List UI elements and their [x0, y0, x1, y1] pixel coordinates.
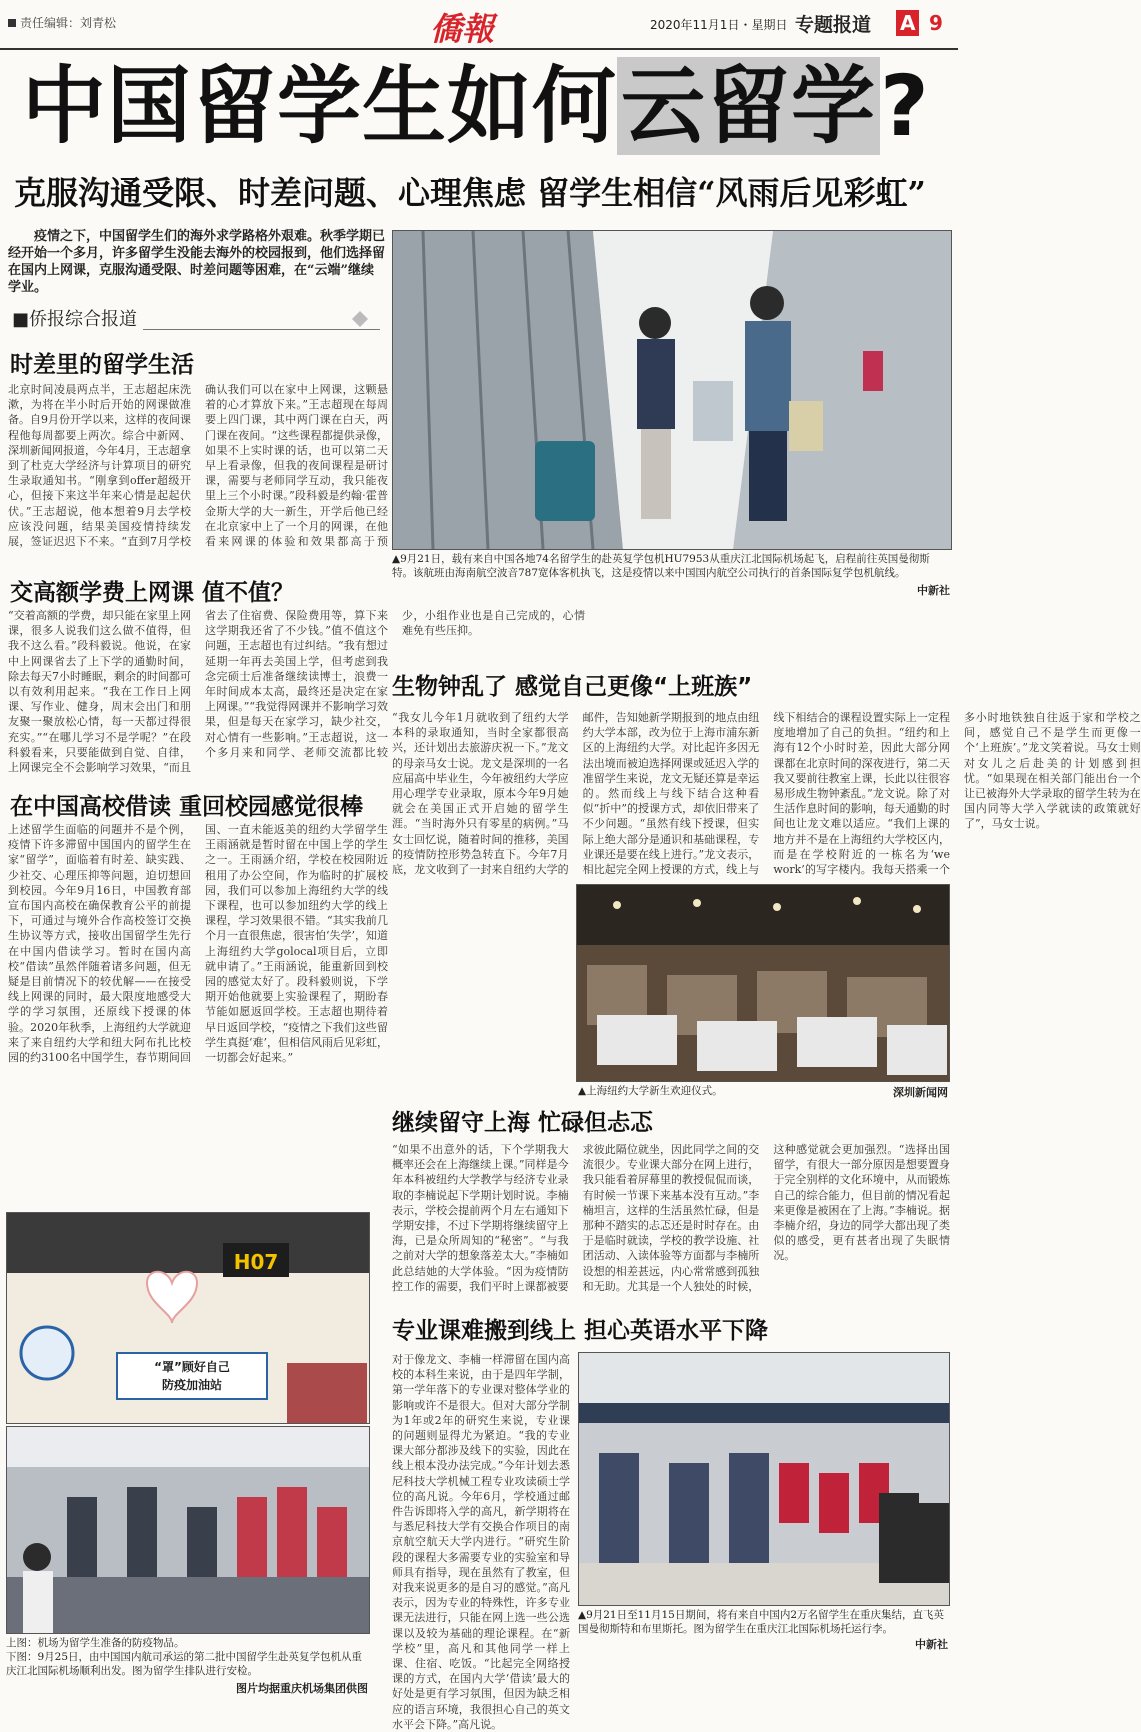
main-headline — [22, 58, 930, 154]
photo-caption-checkin: ▲9月21日至11月15日期间，将有来自中国内2万名留学生在重庆集结，直飞英国曼彻斯特和布里斯托。图为留学生在重庆江北国际机场托运行李。 — [578, 1609, 945, 1635]
byline-text: ■侨报综合报道 — [12, 309, 143, 330]
photo-caption-welcome: ▲上海纽约大学新生欢迎仪式。 — [578, 1085, 723, 1097]
epidemic-station-image — [7, 1213, 369, 1423]
headline-highlight: 云留学 — [617, 57, 880, 155]
headline-question-mark: ? — [880, 57, 930, 155]
welcome-ceremony-image — [577, 885, 949, 1081]
section-body-tuition: “交着高额的学费，却只能在家里上网课，很多人说我们这么做不值得，但我不这么看。”段科毅说。他说，在家中上网课省去了上下学的通勤时间，除去每天7小时睡眠，剩余的时间都可以有效利用起来。“我在工作日上网课、写作业、健身，周末会出门和朋友聚一聚放松心情，每一天都过得很充实。”“在哪儿学习不是学呢？”在段科毅看来，只要能做到自觉、自律，上网课完全不会影响学习效果，“而且省去了住宿费、保险费用等，算下来这学期我还省了不少钱。”值不值这个问题，王志超也有过纠结。“我有想过延期一年再去美国上学，但考虑到我念完硕士后准备继续读博士，浪费一年时间成本太高，最终还是决定在家上网课。”“我觉得网课并不影响学习效果，但是每天在家学习，缺少社交，对心情有一些影响。”王志超说，这一个多月来和同学、老师交流都比较少，小组作业也是自己完成的，心情难免有些压抑。 — [8, 609, 585, 775]
checkin-image — [579, 1353, 949, 1605]
section-body-stay-shanghai: “如果不出意外的话，下个学期我大概率还会在上海继续上课。”同样是今年本科被纽约大学教学与经济专业录取的李楠说起下学期计划时说。李楠表示，学校会提前两个月左右通知下学期安排，不过下学期将继续留守上海，已是众所周知的“秘密”。“与我之前对大学的想象落差太大。”李楠如此总结她的大学体验。“因为疫情防控工作的需要，我们平时上课都被要求彼此隔位就坐，因此同学之间的交流很少。专业课大部分在网上进行，我只能看着屏幕里的教授侃侃而谈，有时候一节课下来基本没有互动。”李楠坦言，这样的生活虽然忙碌，但是那种不踏实的忐忑还是时时存在。由于是临时就读，学校的教学设施、社团活动、入读体验等方面都与李楠所设想的相差甚远，内心常常感到孤独和无助。尤其是一个人独处的时候，这种感觉就会更加强烈。“选择出国留学，有很大一部分原因是想要置身于完全别样的文化环境中，从而锻炼自己的综合能力，但目前的情况看起来更像是被困在了上海。”李楠说。据李楠介绍，身边的同学大都出现了类似的感受，更有甚者出现了失眠情况。 — [392, 1143, 950, 1293]
page-letter: A — [896, 10, 919, 36]
section-title-time-difference: 时差里的留学生活 — [10, 352, 194, 378]
photo-credit-welcome: 深圳新闻网 — [893, 1086, 948, 1099]
photo-credit-corridor: 中新社 — [917, 584, 950, 597]
page-number: 9 — [929, 11, 943, 35]
section-body-english-worry: 对于像龙文、李楠一样滞留在国内高校的本科生来说，由于是四年学制，第一学年落下的专业课对整体学业的影响或许不是很大。但对大部分学制为1年或2年的研究生来说，专业课的问题则显得尤为紧迫。“我的专业课大部分都涉及线下的实验，因此在线上根本没办法完成。”今年计划去悉尼科技大学机械工程专业攻读硕士学位的高凡说。今年6月，学校通过邮件告诉即将入学的高凡，新学期将在与悉尼科技大学有交换合作项目的南京航空航天大学内进行。“研究生阶段的课程大多需要专业的实验室和导师具有指导，现在虽然有了教室，但对我来说更多的是自习的感觉。”高凡表示，因为专业的特殊性，许多专业课无法进行，只能在网上选一些公选课以及较为基础的理论课程。在“新学校”里，高凡和其他同学一样上课、住宿、吃饭。“比起完全网络授课的方式，在国内大学‘借读’最大的好处是更有学习氛围，但因为缺乏相应的语言环境，我很担心自己的英文水平会下降。”高凡说。 — [392, 1353, 570, 1731]
subheadline: 克服沟通受限、时差问题、心理焦虑 留学生相信“风雨后见彩虹” — [14, 174, 926, 212]
boarding-corridor-image — [393, 231, 951, 549]
section-title-tuition: 交高额学费上网课 值不值？ — [10, 580, 295, 606]
photo-boarding-corridor — [392, 230, 952, 550]
photo-welcome-ceremony — [576, 884, 950, 1082]
lead-paragraph: 疫情之下，中国留学生们的海外求学路格外艰难。秋季学期已经开始一个多月，许多留学生没能去海外的校园报到，他们选择留在国内上网课，克服沟通受限、时差问题等困难，在“云端”继续学业。 — [8, 229, 386, 295]
section-title-stay-shanghai: 继续留守上海 忙碌但忐忑 — [392, 1110, 654, 1136]
photo-caption-corridor: ▲9月21日，载有来自中国各地74名留学生的赴英复学包机HU7953从重庆江北国际机场起飞，启程前往英国曼彻斯特。该航班由海南航空波音787宽体客机执飞，这是疫情以来中国国内航空公司执行的首条国际复学包机航线。 — [392, 553, 930, 579]
section-title-borrowed-study: 在中国高校借读 重回校园感觉很棒 — [10, 794, 364, 820]
editor-credit: 责任编辑：刘青松 — [8, 14, 116, 31]
epidemic-sign-line1: “罩”顾好自己 — [154, 1360, 230, 1374]
photo-checkin — [578, 1352, 950, 1606]
diamond-icon — [352, 311, 368, 327]
photo-epidemic-station — [6, 1212, 370, 1424]
byline — [12, 305, 380, 330]
masthead — [0, 0, 958, 50]
gate-sign: H07 — [233, 1250, 279, 1274]
epidemic-sign-line2: 防疫加油站 — [161, 1378, 223, 1392]
photo-credit-checkin: 中新社 — [915, 1638, 948, 1651]
newspaper-logo: 僑報 — [430, 10, 495, 48]
photo-security-check — [6, 1426, 370, 1634]
section-body-borrowed-study: 上述留学生面临的问题并不是个例，疫情下许多滞留中国国内的留学生在家“留学”，面临着有时差、缺实践、少社交、心理压抑等问题，迫切想回到校园。今年9月16日，中国教育部宣布国内高校在确保教育公平的前提下，可通过与境外合作高校签订交换生协议等方式，接收出国留学生先行在中国内借读学习。暂时在国内高校“借读”虽然伴随着诸多问题，但无疑是目前情况下的较优解——在接受线上网课的同时，最大限度地感受大学的学习氛围，还原线下授课的体验。2020年秋季，上海纽约大学就迎来了来自纽约大学和纽大阿布扎比校园的约3100名中国学生，春节期间回国、一直未能返美的纽约大学留学生王雨涵就是暂时留在中国上学的学生之一。王雨涵介绍，学校在校园附近租用了办公空间，作为临时的扩展校园，我们可以参加上海纽约大学的线下课程，也可以参加纽约大学的线上课程，学习效果很不错。“其实我前几个月一直很焦虑，很害怕‘失学’，知道上海纽约大学golocal项目后，立即就申请了。”王雨涵说，能重新回到校园的感觉太好了。段科毅则说，下学期开始他就要上实验课程了，期盼春节能如愿返回学校。王志超也期待着早日返回学校，“疫情之下我们这些留学生真挺‘难’，但相信风雨后见彩虹，一切都会好起来。” — [8, 823, 388, 1065]
photo-credit-airport: 图片均据重庆机场集团供图 — [236, 1682, 368, 1695]
section-body-time-difference: 北京时间凌晨两点半，王志超起床洗漱，为将在半小时后开始的网课做准备。自9月份开学以来，这样的夜间课程他每周都要上两次。综合中新网、深圳新闻网报道，今年4月，王志超拿到了杜克大学经济与计算项目的研究生录取通知书。“刚拿到offer超级开心，但接下来这半年来心情是起起伏伏。”王志超说，他本想着9月去学校应该没问题，结果美国疫情持续发展，签证迟迟下不来。“直到7月学校确认我们可以在家中上网课，这颗悬着的心才算放下来。”王志超现在每周要上四门课，其中两门课在白天，两门课在夜间。“这些课程都提供录像，如果不上实时课的话，也可以第二天早上看录像，但我的夜间课程是研讨课，需要与老师同学互动，我只能夜里上三个小时课。”段科毅是约翰·霍普金斯大学的大一新生，开学后他已经在北京家中上了一个月的网课，在他看来网课的体验和效果都高于预 — [8, 383, 388, 549]
photo-caption-airport: 上图：机场为留学生准备的防疫物品。 下图：9月25日，由中国国内航司承运的第二批中国留学生赴英复学包机从重庆江北国际机场顺利出发。图为留学生排队进行安检。 — [6, 1637, 363, 1677]
security-check-image — [7, 1427, 369, 1633]
section-title-english-worry: 专业课难搬到线上 担心英语水平下降 — [392, 1318, 769, 1344]
section-name: 专题报道 — [795, 14, 872, 36]
section-title-biological-clock: 生物钟乱了 感觉自己更像“上班族” — [392, 674, 753, 700]
section-body-biological-clock: “我女儿今年1月就收到了纽约大学本科的录取通知，当时全家都很高兴，还计划出去旅游庆祝一下。”龙文的母亲马女士说。龙文是深圳的一名应届高中毕业生，今年被纽约大学应用心理学专业录取，原本今年9月她就会在美国正式开启她的留学生涯。“当时海外只有零星的病例。”马女士回忆说，随着时间的推移，美国的疫情防控形势急转直下。今年7月底，龙文收到了一封来自纽约大学的邮件，告知她新学期报到的地点由纽约大学本部，改为位于上海市浦东新区的上海纽约大学。对比起许多因无法出境而被迫选择网课或延迟入学的准留学生来说，龙文无疑还算是幸运的。然而线上与线下结合这种看似“折中”的授课方式，却依旧带来了不少问题。“虽然有线下授课，但实际上绝大部分是通识和基础课程，专业课还是要在线上进行。”龙文表示，相比起完全网上授课的方式，线上与线下相结合的课程设置实际上一定程度地增加了自己的负担。“纽约和上海有12个小时时差，因此大部分网课都在北京时间的深夜进行，第二天我又要前往教室上课，长此以往很容易形成生物钟紊乱。”龙文说。除了对生活作息时间的影响，每天通勤的时间也让龙文难以适应。“我们上课的地方并不是在上海纽约大学校区内，而是在学校附近的一栋名为‘we work’的写字楼内。我每天搭乘一个多小时地铁独自往返于家和学校之间，感觉自己不是学生而更像一个‘上班族’。”龙文笑着说。马女士则对女儿之后赴美的计划感到担忧。“如果现在相关部门能出台一个让已被海外大学录取的留学生转为在国内同等大学入学就读的政策就好了”，马女士说。 — [392, 711, 1141, 877]
headline-part1: 中国留学生如何 — [22, 57, 618, 155]
issue-date: 2020年11月1日・星期日 — [650, 18, 788, 32]
